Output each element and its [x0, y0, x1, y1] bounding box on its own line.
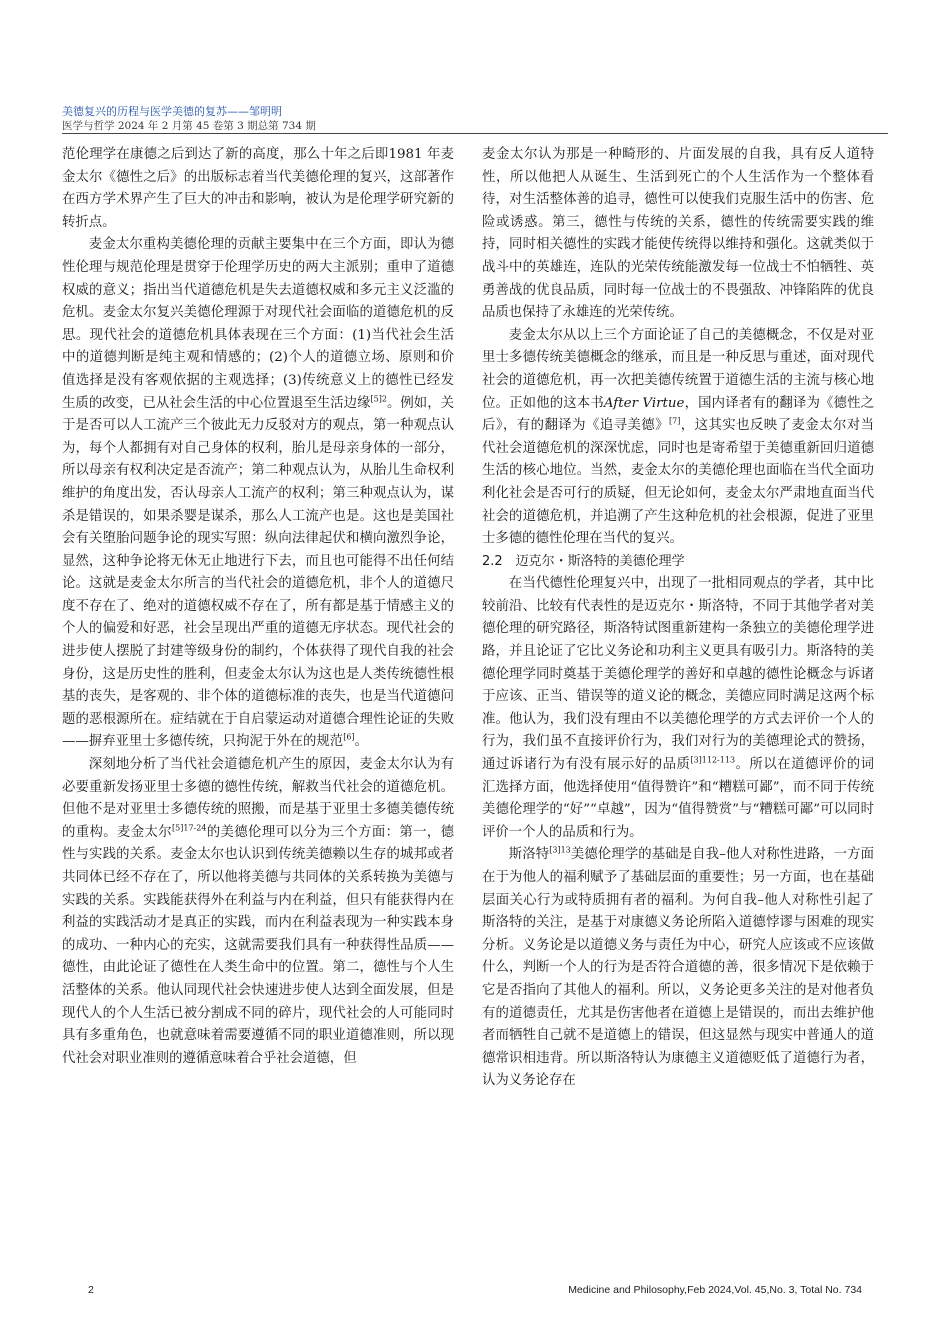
citation: [6]	[343, 732, 355, 742]
left-column	[62, 144, 454, 1070]
paragraph	[482, 325, 874, 551]
footer-journal-info: Medicine and Philosophy,Feb 2024,Vol. 45,No. 3, Total No. 734	[568, 1284, 862, 1296]
paragraph-text: 深刻地分析了当代社会道德危机产生的原因，麦金太尔认为有必要重新发扬亚里士多德的德性传统，解救当代社会的道德危机。但他不是对亚里士多德传统的照搬，而是基于亚里士多德美德传统的重构。麦金太尔	[62, 757, 454, 840]
paragraph	[482, 573, 874, 844]
paragraph-text: 美德伦理学的基础是自我–他人对称性进路，一方面在于为他人的福利赋予了基础层面的重要性；另一方面，也在基础层面关心行为或特质拥有者的福利。为何自我–他人对称性引起了斯洛特的关注，是基于对康德义务论所陷入道德悖谬与困难的现实分析。义务论是以道德义务与责任为中心，研究人应该或不应该做什么，判断一个人的行为是否符合道德的善，很多情况下是依赖于它是否指向了其他人的福利。所以，义务论更多关注的是对他者负有的道德责任，尤其是伤害他者在道德上是错误的，而出去维护他者而牺牲自己就不是道德上的错误，但这显然与现实中普通人的道德常识相违背。所以斯洛特认为康德主义道德贬低了道德行为者，认为义务论存在	[482, 847, 875, 1089]
page-number: 2	[88, 1284, 94, 1296]
paragraph	[482, 844, 874, 1093]
citation: [7]	[668, 416, 681, 426]
paragraph-text: 。所以在道德评价的词汇选择方面，他选择使用“值得赞许”和“糟糕可鄙”，而不同于传统美德伦理学的“好”“卓越”，因为“值得赞赏”与“糟糕可鄙”可以同时评价一个人的品质和行为。	[482, 757, 874, 840]
running-header	[62, 104, 888, 134]
paragraph-text: 斯洛特	[508, 847, 550, 863]
paragraph-text: 在当代德性伦理复兴中，出现了一批相同观点的学者，其中比较前沿、比较有代表性的是迈克尔・斯洛特，不同于其他学者对美德伦理的研究路径，斯洛特试图重新建构一条独立的美德伦理学进路，并且论证了它比义务论和功利主义更具有吸引力。斯洛特的美德伦理学同时奠基于美德伦理学的善好和卓越的德性论概念与诉诸于应该、正当、错误等的道义论的概念，美德应同时满足这两个标准。他认为，我们没有理由不以美德伦理学的方式去评价一个人的行为，我们虽不直接评价行为，我们对行为的美德理论式的赞扬，通过诉诸行为有没有展示好的品质	[482, 576, 874, 773]
citation: [5]17-24	[172, 823, 207, 833]
paragraph-text: 。	[354, 734, 368, 750]
paragraph-text: 。例如，关于是否可以人工流产三个彼此无力反驳对方的观点，第一种观点认为，每个人都拥有对自己身体的权利，胎儿是母亲身体的一部分，所以母亲有权利决定是否流产；第二种观点认为，从胎儿生命权利维护的角度出发，否认母亲人工流产的权利；第三种观点认为，谋杀是错误的，如果杀婴是谋杀，那么人工流产也是。这也是美国社会有关堕胎问题争论的现实写照：纵向法律起伏和横向激烈争论，显然，这种争论将无休无止地进行下去，而且也可能得不出任何结论。这就是麦金太尔所言的当代社会的道德危机，非个人的道德尺度不存在了、绝对的道德权威不存在了，所有都是基于情感主义的个人的偏爱和好恶，社会呈现出严重的道德无序状态。现代社会的进步使人摆脱了封建等级身份的制约，个体获得了现代自我的社会身份，这是历史性的胜利，但麦金太尔认为这也是人类传统德性根基的丧失，是客观的、非个体的道德标准的丧失，也是当代道德问题的恶根源所在。症结就在于自启蒙运动对道德合理性论证的失败——摒弃亚里士多德传统，只拘泥于外在的规范	[62, 395, 455, 750]
paragraph	[62, 754, 454, 1070]
paragraph-text: ，这其实也反映了麦金太尔对当代社会道德危机的深深忧虑，同时也是寄希望于美德重新回归道德生活的核心地位。当然，麦金太尔的美德伦理也面临在当代全面功利化社会是否可行的质疑，但无论如何，麦金太尔严肃地直面当代社会的道德危机，并追溯了产生这种危机的社会根源，促进了亚里士多德的德性伦理在当代的复兴。	[482, 418, 874, 547]
paragraph-text: ，国内译者有的翻译为《德性之后》，有的翻译为《追寻美德》	[482, 395, 875, 434]
header-article-title: 美德复兴的历程与医学美德的复苏——邹明明	[62, 105, 282, 118]
citation: [3]112-113	[690, 755, 736, 765]
paragraph: 范伦理学在康德之后到达了新的高度，那么十年之后即1981 年麦金太尔《德性之后》的出版标志着当代美德伦理的复兴，这部著作在西方学术界产生了巨大的冲击和影响，被认为是伦理学研究新的转折点。	[62, 147, 454, 230]
paragraph-text: 麦金太尔从以上三个方面论证了自己的美德概念，不仅是对亚里士多德传统美德概念的继承，而且是一种反思与重述，面对现代社会的道德危机，再一次把美德传统置于道德生活的主流与核心地位。正如他的这本书	[482, 327, 874, 411]
paragraph-text: 的美德伦理可以分为三个方面：第一，德性与实践的关系。麦金太尔也认识到传统美德赖以生存的城邦或者共同体已经不存在了，所以他将美德与共同体的关系转换为美德与实践的关系。实践能获得外在利益与内在利益，但只有能获得内在利益的实践活动才是真正的实践，而内在利益表现为一种实践本身的成功、一种内心的充实，这就需要我们具有一种获得性品质——德性，由此论证了德性在人类生命中的位置。第二，德性与个人生活整体的关系。他认同现代社会快速进步使人达到全面发展，但是现代人的个人生活已被分割成不同的碎片，现代社会的人可能同时具有多重角色，也就意味着需要遵循不同的职业道德准则，所以现代社会对职业准则的遵循意味着合乎社会道德，但	[62, 824, 455, 1066]
paragraph-text: 麦金太尔重构美德伦理的贡献主要集中在三个方面，即认为德性伦理与规范伦理是贯穿于伦理学历史的两大主派别；重申了道德权威的意义；指出当代道德危机是失去道德权威和多元主义泛滥的危机。麦金太尔复兴美德伦理源于对现代社会面临的道德危机的反思。现代社会的道德危机具体表现在三个方面：(1)当代社会生活中的道德判断是纯主观和情感的；(2)个人的道德立场、原则和价值选择是没有客观依据的主观选择；(3)传统意义上的德性已经发生质的改变，已从社会生活的中心位置退至生活边缘	[62, 237, 454, 411]
paragraph	[62, 234, 454, 754]
section-heading: 2.2 迈克尔・斯洛特的美德伦理学	[482, 553, 685, 569]
book-title-italic: After Virtue	[603, 395, 685, 411]
header-journal-meta: 医学与哲学 2024 年 2 月第 45 卷第 3 期总第 734 期	[62, 120, 316, 132]
header-divider	[62, 133, 888, 134]
citation: [5]2	[370, 394, 387, 404]
paragraph: 麦金太尔认为那是一种畸形的、片面发展的自我，具有反人道特性，所以他把人从诞生、生活到死亡的个人生活作为一个整体看待，对生活整体善的追寻，德性可以使我们克服生活中的伤害、危险或诱惑。第三，德性与传统的关系，德性的传统需要实践的维持，同时相关德性的实践才能使传统得以维持和强化。这就类似于战斗中的英雄连，连队的光荣传统能激发每一位战士不怕牺牲、英勇善战的优良品质，同时每一位战士的不畏强敌、冲锋陷阵的优良品质也保持了永雄连的光荣传统。	[482, 147, 874, 321]
right-column	[482, 144, 874, 1093]
citation: [3]13	[549, 845, 571, 855]
